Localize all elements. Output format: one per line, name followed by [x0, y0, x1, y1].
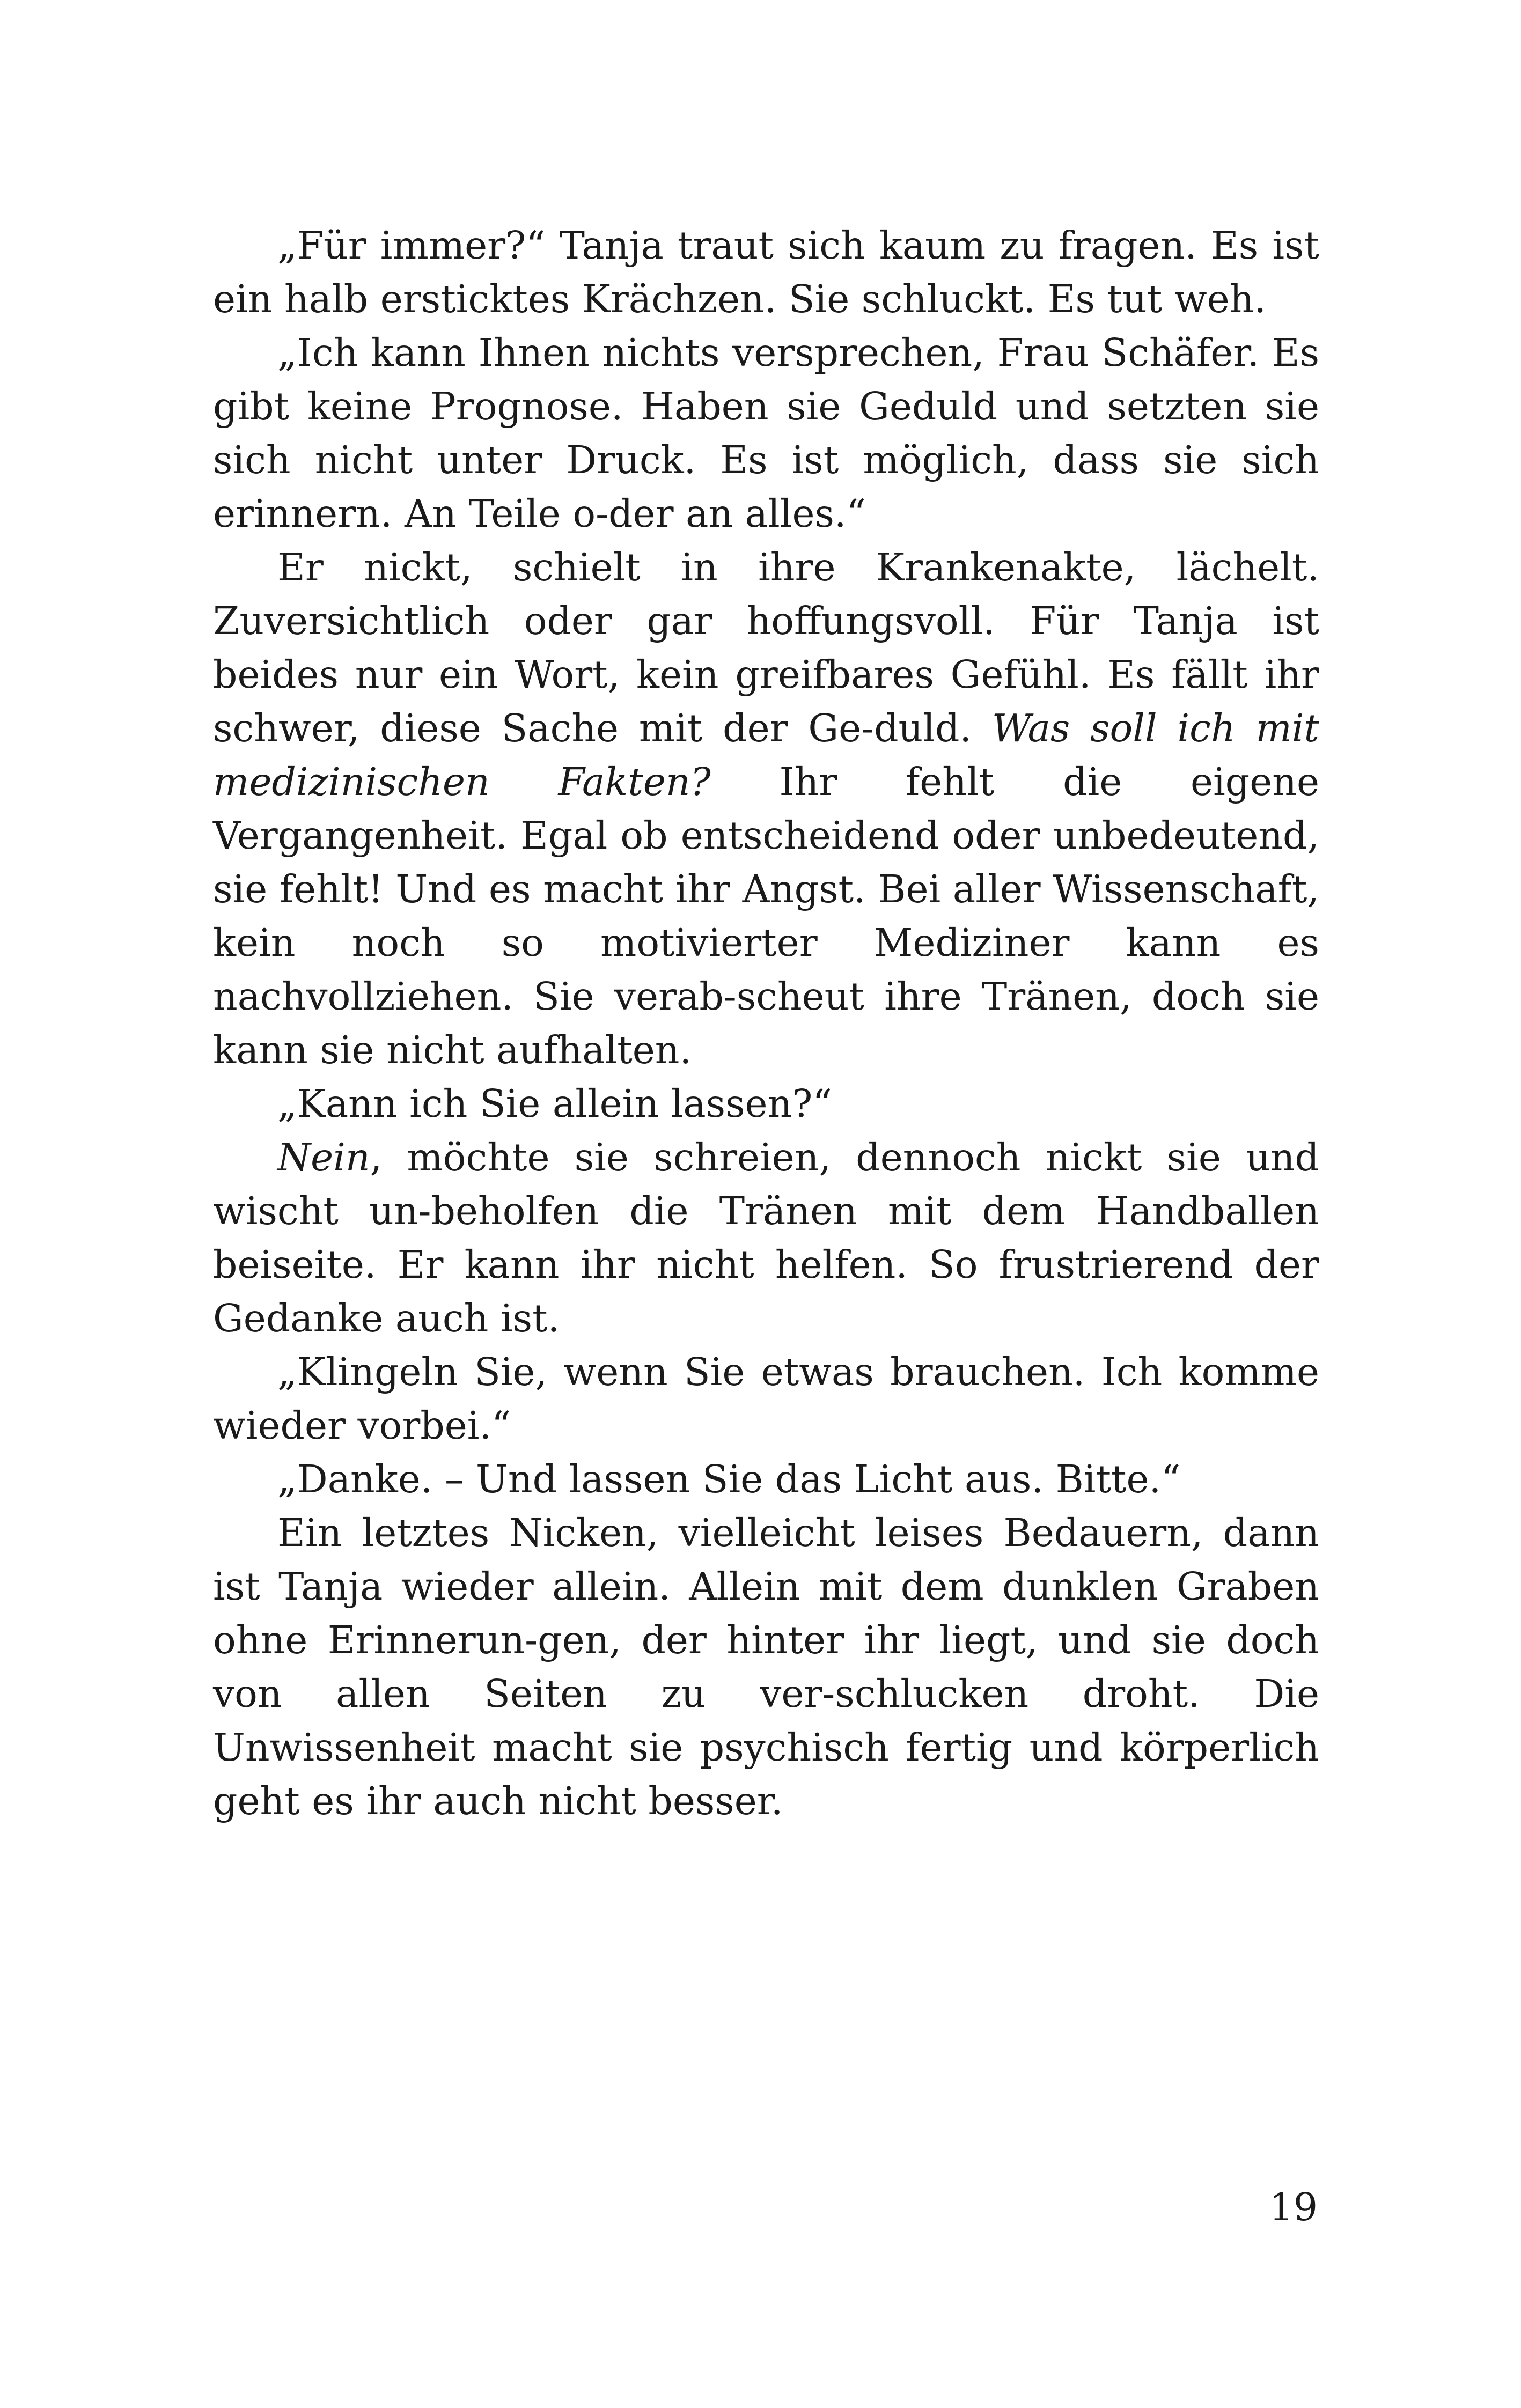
paragraph	[213, 1131, 1319, 1345]
text-run: Ein letztes Nicken, vielleicht leises Bedauern, dann ist Tanja wieder allein. Allein mit dem dunklen Graben ohne Erinnerun-gen, der hinter ihr liegt, und sie doch von allen Seiten zu ver-schlucken droht. Die Unwissenheit macht sie psychisch fertig und körperlich geht es ihr auch nicht besser.	[213, 1511, 1319, 1823]
text-run: „Für immer?“ Tanja traut sich kaum zu fragen. Es ist ein halb ersticktes Krächzen. Sie schluckt. Es tut weh.	[213, 223, 1319, 321]
text-run: „Danke. – Und lassen Sie das Licht aus. Bitte.“	[277, 1457, 1181, 1501]
text-run: , möchte sie schreien, dennoch nickt sie und wischt un-beholfen die Tränen mit dem Handballen beiseite. Er kann ihr nicht helfen. So frustrierend der Gedanke auch ist.	[213, 1135, 1319, 1341]
paragraph	[213, 541, 1319, 1077]
paragraph	[213, 1506, 1319, 1828]
paragraph	[213, 1453, 1319, 1506]
text-run: „Kann ich Sie allein lassen?“	[277, 1081, 832, 1126]
paragraph	[213, 1077, 1319, 1131]
body-text	[213, 219, 1319, 1828]
text-run: „Klingeln Sie, wenn Sie etwas brauchen. Ich komme wieder vorbei.“	[213, 1350, 1319, 1448]
italic-text: Was soll ich mit medizinischen Fakten?	[213, 706, 1320, 804]
paragraph	[213, 326, 1319, 541]
text-run: „Ich kann Ihnen nichts versprechen, Frau Schäfer. Es gibt keine Prognose. Haben sie Geduld und setzten sie sich nicht unter Druck. Es ist möglich, dass sie sich erinnern. An Teile o-der an alles.“	[213, 330, 1319, 536]
text-run: Er nickt, schielt in ihre Krankenakte, lächelt. Zuversichtlich oder gar hoffungsvoll. Für Tanja ist beides nur ein Wort, kein greifbares Gefühl. Es fällt ihr schwer, diese Sache mit der Ge-duld.	[213, 545, 1319, 750]
italic-text: Nein	[277, 1135, 370, 1180]
page-number: 19	[1269, 2185, 1318, 2229]
paragraph	[213, 1345, 1319, 1453]
text-run: Ihr fehlt die eigene Vergangenheit. Egal ob entscheidend oder unbedeutend, sie fehlt! Und es macht ihr Angst. Bei aller Wissenschaft, kein noch so motivierter Mediziner kann es nachvollziehen. Sie verab-scheut ihre Tränen, doch sie kann sie nicht aufhalten.	[213, 760, 1319, 1072]
paragraph	[213, 219, 1319, 326]
